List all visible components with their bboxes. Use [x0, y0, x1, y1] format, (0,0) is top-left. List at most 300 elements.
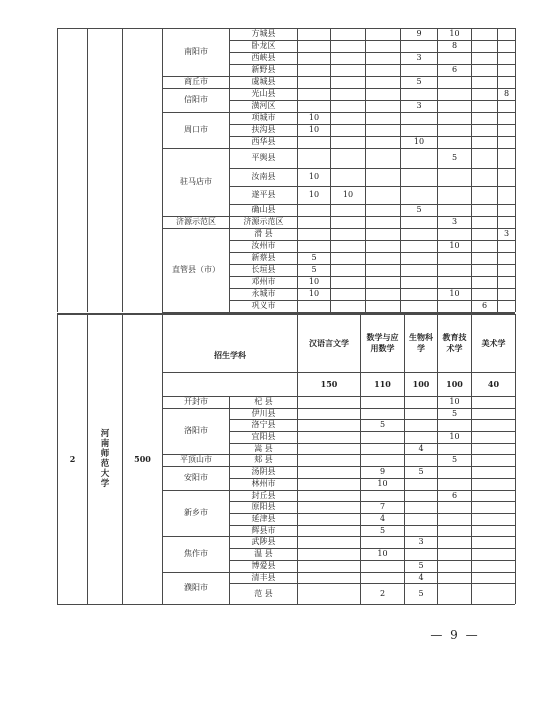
value-cell: [298, 536, 360, 548]
value-cell: 3: [418, 537, 424, 546]
value-cell: [401, 88, 437, 100]
value-cell: [498, 240, 515, 252]
county-cell: 宜阳县: [251, 432, 276, 441]
county-cell: 滑 县: [254, 229, 273, 238]
value-cell: [361, 454, 404, 466]
table-rule: [515, 28, 516, 312]
value-cell: [498, 300, 515, 312]
value-cell: [331, 300, 365, 312]
value-cell: [366, 148, 400, 168]
value-cell: [361, 408, 404, 419]
value-cell: [298, 466, 360, 478]
value-cell: [405, 525, 437, 536]
value-cell: [366, 288, 400, 300]
value-cell: [438, 100, 471, 112]
county-cell: 永城市: [251, 289, 276, 298]
value-cell: [472, 100, 497, 112]
county-cell: 长垣县: [251, 265, 276, 274]
value-cell: [498, 252, 515, 264]
value-cell: [472, 52, 497, 64]
value-cell: [438, 525, 471, 536]
value-cell: [498, 52, 515, 64]
value-cell: [472, 560, 515, 572]
value-cell: [361, 396, 404, 408]
value-cell: [498, 64, 515, 76]
value-cell: [438, 264, 471, 276]
county-cell: 辉县市: [251, 525, 276, 535]
value-cell: [366, 186, 400, 204]
value-cell: [366, 40, 400, 52]
university-char: 范: [100, 459, 110, 469]
university-name: [88, 314, 122, 604]
value-cell: 5: [418, 588, 424, 598]
value-cell: [498, 288, 515, 300]
county-cell: 博爱县: [251, 561, 276, 570]
city-cell: 商丘市: [184, 77, 208, 86]
value-cell: [298, 572, 360, 583]
value-cell: [401, 228, 437, 240]
value-cell: [331, 76, 365, 88]
value-cell: 5: [451, 153, 458, 162]
city-cell: 济源示范区: [176, 217, 216, 226]
county-cell: 遂平县: [251, 190, 276, 199]
value-cell: [498, 124, 515, 136]
value-cell: 10: [449, 397, 460, 406]
value-cell: [298, 240, 330, 252]
value-cell: [361, 431, 404, 443]
value-cell: [438, 548, 471, 560]
value-cell: [498, 76, 515, 88]
value-cell: 5: [379, 525, 386, 535]
value-cell: [298, 136, 330, 148]
county-cell: 武陟县: [251, 537, 276, 546]
county-cell: 郏 县: [254, 455, 273, 464]
value-cell: [438, 88, 471, 100]
county-cell: 原阳县: [251, 502, 276, 511]
value-cell: 6: [481, 301, 488, 310]
value-cell: 5: [451, 455, 458, 464]
value-cell: 4: [379, 514, 386, 523]
value-cell: 2: [379, 588, 386, 598]
value-cell: [472, 40, 497, 52]
value-cell: [331, 112, 365, 124]
value-cell: [405, 478, 437, 490]
value-cell: 3: [416, 53, 422, 62]
value-cell: [405, 501, 437, 513]
value-cell: [298, 408, 360, 419]
subject-quota: 100: [412, 379, 430, 389]
value-cell: [438, 513, 471, 525]
value-cell: [298, 100, 330, 112]
subject-name: 数学与应用数学: [366, 332, 399, 353]
subject-header: 招生学科: [214, 350, 246, 360]
value-cell: [401, 240, 437, 252]
value-cell: [401, 40, 437, 52]
value-cell: [472, 513, 515, 525]
county-cell: 光山县: [251, 89, 276, 98]
value-cell: 9: [416, 29, 422, 38]
value-cell: [438, 228, 471, 240]
value-cell: [366, 228, 400, 240]
county-cell: 西峡县: [251, 53, 276, 62]
value-cell: [438, 124, 471, 136]
table-rule: [122, 28, 123, 312]
value-cell: [438, 419, 471, 431]
value-cell: [472, 28, 497, 40]
value-cell: [366, 124, 400, 136]
value-cell: [472, 168, 497, 186]
value-cell: [401, 216, 437, 228]
value-cell: [366, 112, 400, 124]
value-cell: 5: [416, 205, 422, 214]
city-cell: 直管县（市）: [172, 265, 220, 274]
value-cell: [298, 419, 360, 431]
value-cell: [405, 490, 437, 501]
value-cell: 6: [451, 490, 458, 500]
value-cell: [498, 276, 515, 288]
value-cell: [472, 204, 497, 216]
county-cell: 邓州市: [251, 277, 276, 286]
city-cell: 信阳市: [184, 95, 208, 104]
county-cell: 方城县: [251, 29, 276, 38]
value-cell: [472, 252, 497, 264]
university-char: 南: [100, 439, 110, 449]
value-cell: [298, 431, 360, 443]
value-cell: [366, 168, 400, 186]
value-cell: [438, 572, 471, 583]
county-cell: 伊川县: [251, 408, 276, 418]
value-cell: 10: [342, 190, 354, 199]
value-cell: [472, 583, 515, 604]
value-cell: [401, 186, 437, 204]
table-rule: [87, 28, 88, 312]
county-cell: 清丰县: [251, 572, 276, 582]
value-cell: [331, 204, 365, 216]
value-cell: [405, 454, 437, 466]
row-index: 2: [69, 454, 76, 464]
value-cell: [331, 252, 365, 264]
value-cell: [401, 168, 437, 186]
value-cell: [472, 454, 515, 466]
value-cell: 5: [451, 408, 458, 418]
value-cell: [298, 490, 360, 501]
university-char: 河: [100, 429, 110, 439]
value-cell: [401, 252, 437, 264]
value-cell: [498, 148, 515, 168]
value-cell: [472, 572, 515, 583]
value-cell: [366, 64, 400, 76]
county-cell: 延津县: [251, 514, 276, 523]
value-cell: [366, 76, 400, 88]
subject-name: 教育技术学: [442, 332, 467, 353]
value-cell: [405, 431, 437, 443]
value-cell: [472, 76, 497, 88]
value-cell: [472, 64, 497, 76]
county-cell: 汤阴县: [251, 467, 276, 476]
value-cell: [472, 124, 497, 136]
value-cell: [472, 501, 515, 513]
value-cell: [366, 136, 400, 148]
county-cell: 嵩 县: [254, 443, 273, 453]
value-cell: [298, 501, 360, 513]
value-cell: [331, 228, 365, 240]
value-cell: [366, 264, 400, 276]
county-cell: 温 县: [254, 549, 273, 558]
subject-quota: 40: [487, 379, 500, 389]
table-rule: [515, 314, 516, 604]
subject-name: 美术学: [481, 337, 506, 348]
value-cell: [298, 513, 360, 525]
value-cell: [401, 276, 437, 288]
value-cell: [472, 431, 515, 443]
city-cell: 焦作市: [184, 549, 208, 558]
county-cell: 平舆县: [251, 153, 276, 162]
value-cell: [331, 264, 365, 276]
value-cell: [438, 583, 471, 604]
value-cell: 5: [416, 77, 422, 86]
value-cell: [331, 52, 365, 64]
value-cell: [331, 88, 365, 100]
value-cell: [438, 252, 471, 264]
city-cell: 驻马店市: [180, 177, 212, 186]
value-cell: [438, 501, 471, 513]
university-char: 大: [100, 469, 110, 479]
value-cell: [298, 300, 330, 312]
value-cell: 5: [418, 561, 424, 570]
value-cell: [472, 536, 515, 548]
value-cell: [472, 478, 515, 490]
value-cell: 5: [379, 420, 386, 429]
value-cell: 3: [416, 101, 422, 110]
county-cell: 新蔡县: [251, 253, 276, 262]
value-cell: [366, 204, 400, 216]
university-char: 师: [100, 449, 110, 459]
county-cell: 洛宁县: [251, 420, 276, 429]
value-cell: [438, 136, 471, 148]
value-cell: [366, 52, 400, 64]
subject-name: 生物科学: [409, 332, 433, 353]
value-cell: [498, 264, 515, 276]
value-cell: [366, 252, 400, 264]
value-cell: [361, 572, 404, 583]
value-cell: [331, 28, 365, 40]
county-cell: 范 县: [254, 588, 273, 598]
value-cell: [438, 560, 471, 572]
value-cell: 8: [503, 89, 510, 98]
value-cell: 8: [451, 41, 458, 50]
city-cell: 濮阳市: [184, 583, 208, 592]
county-cell: 虞城县: [251, 77, 276, 86]
city-cell: 周口市: [184, 125, 208, 134]
value-cell: [438, 112, 471, 124]
value-cell: 10: [377, 479, 388, 488]
value-cell: [438, 536, 471, 548]
value-cell: [498, 136, 515, 148]
value-cell: [401, 300, 437, 312]
value-cell: 10: [308, 190, 320, 199]
value-cell: [472, 186, 497, 204]
value-cell: [472, 276, 497, 288]
value-cell: [472, 228, 497, 240]
value-cell: [298, 454, 360, 466]
value-cell: [298, 40, 330, 52]
county-cell: 济源示范区: [243, 217, 284, 226]
value-cell: [298, 548, 360, 560]
value-cell: [438, 466, 471, 478]
city-cell: 平顶山市: [180, 455, 212, 464]
value-cell: [366, 300, 400, 312]
value-cell: [331, 100, 365, 112]
value-cell: 10: [308, 172, 320, 181]
value-cell: [472, 148, 497, 168]
page-number: — 9 —: [430, 628, 480, 642]
value-cell: 10: [308, 125, 320, 134]
value-cell: [498, 168, 515, 186]
value-cell: 10: [413, 137, 425, 146]
value-cell: [472, 88, 497, 100]
subject-quota: 110: [374, 379, 391, 389]
value-cell: [298, 88, 330, 100]
value-cell: [401, 288, 437, 300]
value-cell: 3: [451, 217, 458, 226]
value-cell: [472, 112, 497, 124]
value-cell: 10: [377, 549, 388, 558]
value-cell: 10: [308, 113, 320, 122]
value-cell: [366, 276, 400, 288]
value-cell: [438, 168, 471, 186]
value-cell: [401, 64, 437, 76]
value-cell: [298, 560, 360, 572]
value-cell: [438, 52, 471, 64]
value-cell: [298, 64, 330, 76]
value-cell: 6: [451, 65, 458, 74]
value-cell: 10: [449, 241, 460, 250]
value-cell: [361, 443, 404, 454]
city-cell: 新乡市: [184, 508, 208, 517]
county-cell: 潢河区: [251, 101, 276, 110]
city-cell: 南阳市: [184, 47, 208, 56]
city-cell: 安阳市: [184, 473, 208, 482]
value-cell: [405, 513, 437, 525]
value-cell: [298, 228, 330, 240]
value-cell: [298, 443, 360, 454]
county-cell: 确山县: [251, 205, 276, 214]
value-cell: [438, 276, 471, 288]
value-cell: [331, 124, 365, 136]
county-cell: 汝南县: [251, 172, 276, 181]
value-cell: [472, 419, 515, 431]
value-cell: 5: [311, 253, 317, 262]
value-cell: 10: [449, 289, 460, 298]
county-cell: 封丘县: [251, 490, 276, 500]
value-cell: 10: [308, 277, 320, 286]
value-cell: [438, 478, 471, 490]
value-cell: [405, 548, 437, 560]
value-cell: [472, 240, 497, 252]
university-char: 学: [100, 479, 110, 489]
value-cell: [405, 419, 437, 431]
value-cell: [298, 28, 330, 40]
total-quota: 500: [134, 454, 151, 464]
value-cell: [298, 52, 330, 64]
value-cell: 4: [418, 443, 424, 453]
value-cell: [472, 264, 497, 276]
county-cell: 卧龙区: [251, 41, 276, 50]
table-rule: [57, 28, 58, 312]
value-cell: [331, 40, 365, 52]
value-cell: [472, 288, 497, 300]
value-cell: [472, 136, 497, 148]
value-cell: [366, 28, 400, 40]
value-cell: [498, 112, 515, 124]
value-cell: [331, 64, 365, 76]
value-cell: [298, 478, 360, 490]
value-cell: 5: [418, 467, 424, 476]
county-cell: 西华县: [251, 137, 276, 146]
value-cell: [472, 396, 515, 408]
value-cell: 10: [449, 29, 460, 38]
value-cell: [401, 148, 437, 168]
value-cell: 3: [503, 229, 510, 238]
value-cell: [331, 148, 365, 168]
county-cell: 巩义市: [251, 301, 276, 310]
value-cell: [401, 112, 437, 124]
value-cell: [498, 204, 515, 216]
subject-quota: 100: [446, 379, 463, 389]
value-cell: [472, 216, 497, 228]
value-cell: [331, 168, 365, 186]
county-cell: 扶沟县: [251, 125, 276, 134]
value-cell: [331, 240, 365, 252]
value-cell: [298, 525, 360, 536]
value-cell: [472, 525, 515, 536]
county-cell: 新野县: [251, 65, 276, 74]
county-cell: 林州市: [251, 479, 276, 488]
value-cell: [361, 490, 404, 501]
value-cell: [331, 136, 365, 148]
county-cell: 杞 县: [254, 397, 273, 406]
value-cell: [498, 186, 515, 204]
value-cell: [401, 264, 437, 276]
value-cell: [298, 76, 330, 88]
value-cell: [331, 276, 365, 288]
value-cell: 10: [308, 289, 320, 298]
value-cell: [472, 408, 515, 419]
value-cell: [498, 40, 515, 52]
county-cell: 汝州市: [251, 241, 276, 250]
value-cell: [298, 396, 360, 408]
value-cell: [366, 100, 400, 112]
county-cell: 项城市: [251, 113, 276, 122]
value-cell: [438, 76, 471, 88]
subject-quota: 150: [320, 379, 338, 389]
value-cell: [472, 466, 515, 478]
value-cell: [298, 583, 360, 604]
city-cell: 洛阳市: [184, 426, 208, 435]
value-cell: [331, 216, 365, 228]
value-cell: [472, 548, 515, 560]
value-cell: [298, 216, 330, 228]
value-cell: [472, 490, 515, 501]
value-cell: [366, 240, 400, 252]
value-cell: 9: [379, 467, 386, 476]
value-cell: [498, 100, 515, 112]
value-cell: [405, 408, 437, 419]
value-cell: [331, 288, 365, 300]
value-cell: [438, 443, 471, 454]
value-cell: 5: [311, 265, 317, 274]
value-cell: [438, 186, 471, 204]
